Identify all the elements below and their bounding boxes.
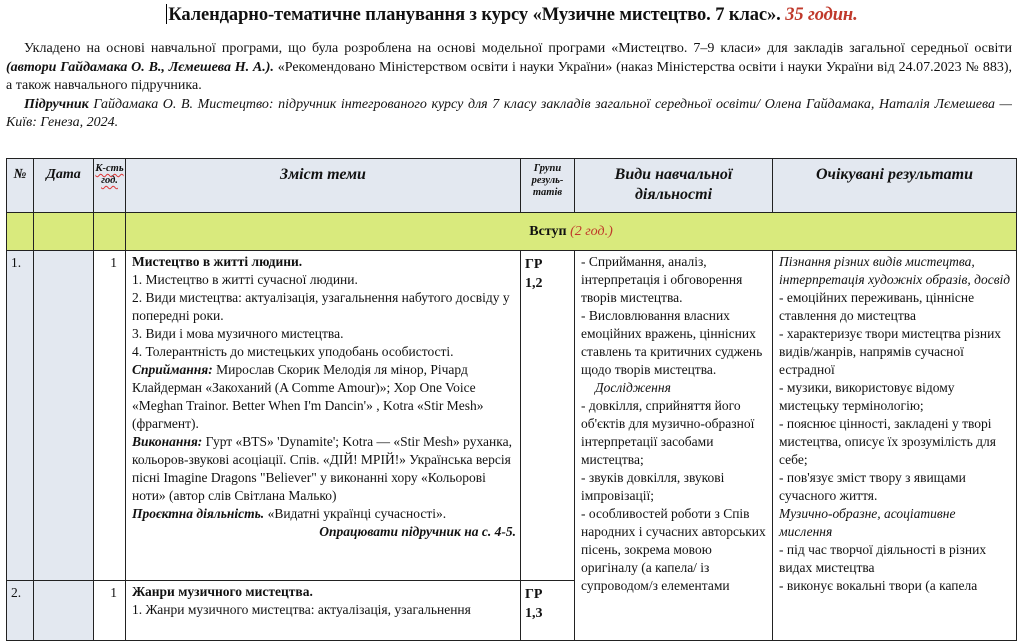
topic-item: 3. Види і мова музичного мистецтва. xyxy=(132,326,344,341)
page-title xyxy=(0,4,1024,26)
project-block xyxy=(132,505,516,523)
row-groups xyxy=(521,251,575,581)
textbook-text: Гайдамака О. В. Мистецтво: підручник інтегрованого курсу для 7 класу закладів загальної середньої освіти/ Олена Гайдамака, Наталія Лємешева — Київ: Генеза, 2024. xyxy=(6,96,1012,130)
result-item: - під час творчої діяльності в різних видах мистецтва xyxy=(779,542,987,575)
header-count xyxy=(94,159,126,213)
section-hours: (2 год.) xyxy=(570,223,613,239)
group-value: 1,3 xyxy=(525,606,543,621)
activity-item: - Сприймання, аналіз, інтерпретація і обговорення творів мистецтва. xyxy=(581,254,743,305)
textbook-label: Підручник xyxy=(24,96,89,112)
perception-label: Сприймання: xyxy=(132,362,213,377)
result-item: - пов'язує зміст твору з явищами сучасного життя. xyxy=(779,470,966,503)
row-count: 1 xyxy=(94,581,126,641)
title-hours: 35 годин. xyxy=(785,5,858,25)
results-cell xyxy=(773,251,1017,641)
intro-authors: (автори Гайдамака О. В., Лємешева Н. А.). xyxy=(6,59,274,75)
result-item: - пояснює цінності, закладені у творі мистецтва, описує їх зрозумілість для себе; xyxy=(779,416,996,467)
topic-item: 2. Види мистецтва: актуалізація, узагальнення набутого досвіду у попередні роки. xyxy=(132,290,510,323)
table-row xyxy=(7,251,1017,581)
homework: Опрацювати підручник на с. 4-5. xyxy=(319,524,516,539)
header-date: Дата xyxy=(34,159,94,213)
performance-label: Виконання: xyxy=(132,434,203,449)
section-cell-blank xyxy=(34,213,94,251)
result-item: - характеризує твори мистецтва різних видів/жанрів, напрямів сучасної естрадної xyxy=(779,326,1002,377)
row-date xyxy=(34,251,94,581)
topic-item: 4. Толерантність до мистецьких уподобань особистості. xyxy=(132,344,454,359)
performance-block xyxy=(132,433,516,505)
topic-title: Мистецтво в житті людини. xyxy=(132,254,303,269)
row-count: 1 xyxy=(94,251,126,581)
section-cell-blank xyxy=(7,213,34,251)
result-heading: Музично-образне, асоціативне мислення xyxy=(779,506,956,539)
header-row xyxy=(7,159,1017,213)
activity-item: - довкілля, сприйняття його об'єктів для музично-образної інтерпретації засобами мистецтва; xyxy=(581,398,755,467)
row-number: 2. xyxy=(7,581,34,641)
activity-subheading: Дослідження xyxy=(595,380,671,395)
header-groups: Групи резуль-татів xyxy=(521,159,575,213)
section-label: Вступ xyxy=(529,223,567,239)
group-value: 1,2 xyxy=(525,276,543,291)
header-topic: Зміст теми xyxy=(126,159,521,213)
result-item: - емоційних переживань, ціннісне ставлення до мистецтва xyxy=(779,290,975,323)
project-label: Проєктна діяльність. xyxy=(132,506,265,521)
header-count-text: К-сть год. xyxy=(95,163,124,186)
topic-item: 1. Жанри музичного мистецтва: актуалізація, узагальнення xyxy=(132,602,471,617)
result-heading: Пізнання різних видів мистецтва, інтерпретація художніх образів, досвід xyxy=(779,254,1011,287)
perception-block xyxy=(132,361,516,433)
group-label: ГР xyxy=(525,257,543,272)
row-topic xyxy=(126,251,521,581)
section-row-intro xyxy=(7,213,1017,251)
group-label: ГР xyxy=(525,587,543,602)
activity-item: - особливостей роботи з Спів народних і сучасних авторських пісень, зокрема мовою оригіналу (а капела/ із супроводом/з елементами xyxy=(581,506,766,593)
header-results: Очікувані результати xyxy=(773,159,1017,213)
section-cell-blank xyxy=(94,213,126,251)
performance-text: Гурт «BTS» 'Dynamite'; Kotra — «Stir Mesh» руханка, кольоров-звукові асоціації. Спів. «ДІЙ! МРІЙ!» Українська версія пісні Imagine Dragons "Believer" у виконанні хору «Кольорові ноти» (автор слів Світлана Малько) xyxy=(132,434,512,503)
planning-table xyxy=(6,158,1017,641)
perception-text: Мирослав Скорик Мелодія ля мінор, Річард Клайдерман «Закоханий (A Comme Amour)»; Хор One Voice «Meghan Trainor. Better When I'm Dancin'» , Kotra «Stir Mesh» (фрагмент). xyxy=(132,362,484,431)
result-item: - музики, використовує відому мистецьку термінологію; xyxy=(779,380,955,413)
section-title xyxy=(126,213,1017,251)
header-activities: Види навчальної діяльності xyxy=(575,159,773,213)
intro-paragraph-2 xyxy=(6,96,1012,133)
intro-p1-text-end: «Рекомендовано Міністерством освіти і науки України» (наказ Міністерства освіти і науки України від 24.07.2023 № 883), а також навчального підручника. xyxy=(6,59,1012,93)
topic-item: 1. Мистецтво в житті сучасної людини. xyxy=(132,272,358,287)
project-text: «Видатні українці сучасності». xyxy=(264,506,447,521)
title-main: Календарно-тематичне планування з курсу «Музичне мистецтво. 7 клас». xyxy=(168,5,781,25)
intro-paragraph-1 xyxy=(6,40,1012,96)
row-number: 1. xyxy=(7,251,34,581)
activity-item: - Висловлювання власних емоційних вражень, ціннісних ставлень та критичних суджень щодо творів мистецтва. xyxy=(581,308,763,377)
result-item: - виконує вокальні твори (а капела xyxy=(779,578,978,593)
header-no: № xyxy=(7,159,34,213)
topic-title: Жанри музичного мистецтва. xyxy=(132,584,313,599)
activities-cell xyxy=(575,251,773,641)
intro-text xyxy=(6,40,1012,133)
intro-p1-text: Укладено на основі навчальної програми, що була розроблена на основі модельної програми «Мистецтво. 7–9 класи» для закладів загальної середньої освіти xyxy=(24,41,1012,56)
activity-item: - звуків довкілля, звукові імпровізації; xyxy=(581,470,725,503)
